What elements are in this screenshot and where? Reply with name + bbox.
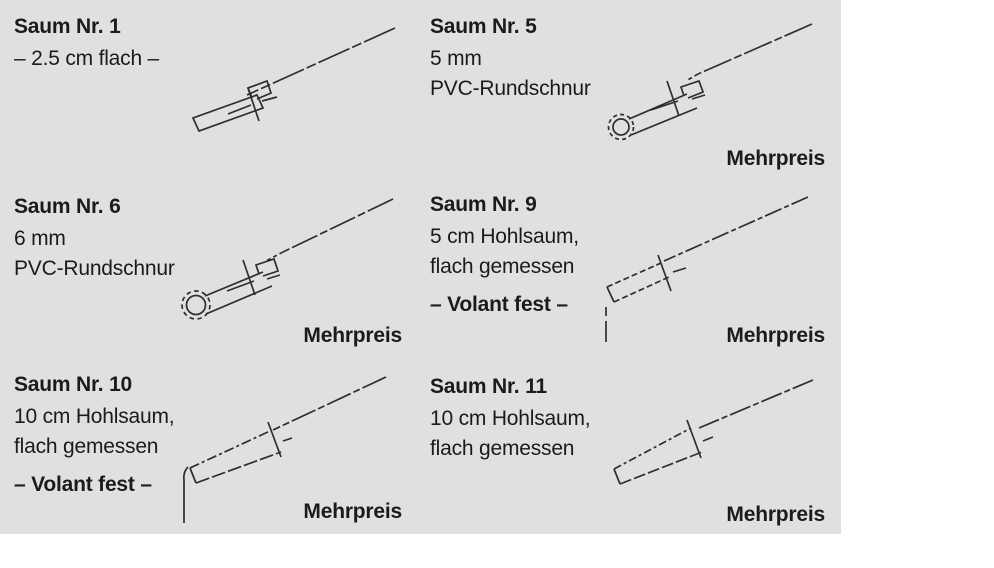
panel-description-line: flach gemessen (430, 255, 575, 278)
panel-title: Saum Nr. 11 (430, 375, 547, 398)
panel-description-line: flach gemessen (430, 437, 575, 460)
panel-title: Saum Nr. 10 (14, 373, 133, 396)
panel-description-line: 6 mm (14, 227, 66, 250)
saum-11-hollow-hem-drawing (614, 380, 813, 484)
panel-title: Saum Nr. 9 (430, 193, 537, 216)
volant-fest-label: – Volant fest – (14, 473, 152, 496)
panel-description-line: – 2.5 cm flach – (14, 47, 160, 70)
panel-saum-6 (14, 192, 175, 284)
mehrpreis-label: Mehrpreis (303, 500, 402, 523)
saum-5-cord-hem-drawing (609, 24, 813, 140)
panel-description-line: PVC-Rundschnur (430, 77, 591, 100)
panel-description-line: flach gemessen (14, 435, 159, 458)
panel-description-line: 5 mm (430, 47, 482, 70)
mehrpreis-label: Mehrpreis (726, 147, 825, 170)
mehrpreis-label: Mehrpreis (303, 324, 402, 347)
panel-title: Saum Nr. 6 (14, 195, 121, 218)
panel-saum-5 (430, 12, 591, 104)
panel-title: Saum Nr. 5 (430, 15, 537, 38)
saum-1-flat-hem-drawing (193, 28, 395, 131)
panel-description-line: 10 cm Hohlsaum, (14, 405, 175, 428)
mehrpreis-label: Mehrpreis (726, 324, 825, 347)
volant-fest-label: – Volant fest – (430, 293, 568, 316)
panel-saum-10 (14, 370, 174, 500)
panel-saum-11 (430, 372, 590, 464)
saum-9-hollow-hem-drawing (606, 197, 808, 342)
panel-description-line: 10 cm Hohlsaum, (430, 407, 591, 430)
panel-description-line: PVC-Rundschnur (14, 257, 175, 280)
panel-saum-1 (14, 12, 159, 74)
saum-6-cord-hem-drawing (182, 199, 393, 319)
mehrpreis-label: Mehrpreis (726, 503, 825, 526)
panel-description-line: 5 cm Hohlsaum, (430, 225, 579, 248)
panel-saum-9 (430, 190, 579, 320)
panel-title: Saum Nr. 1 (14, 15, 121, 38)
